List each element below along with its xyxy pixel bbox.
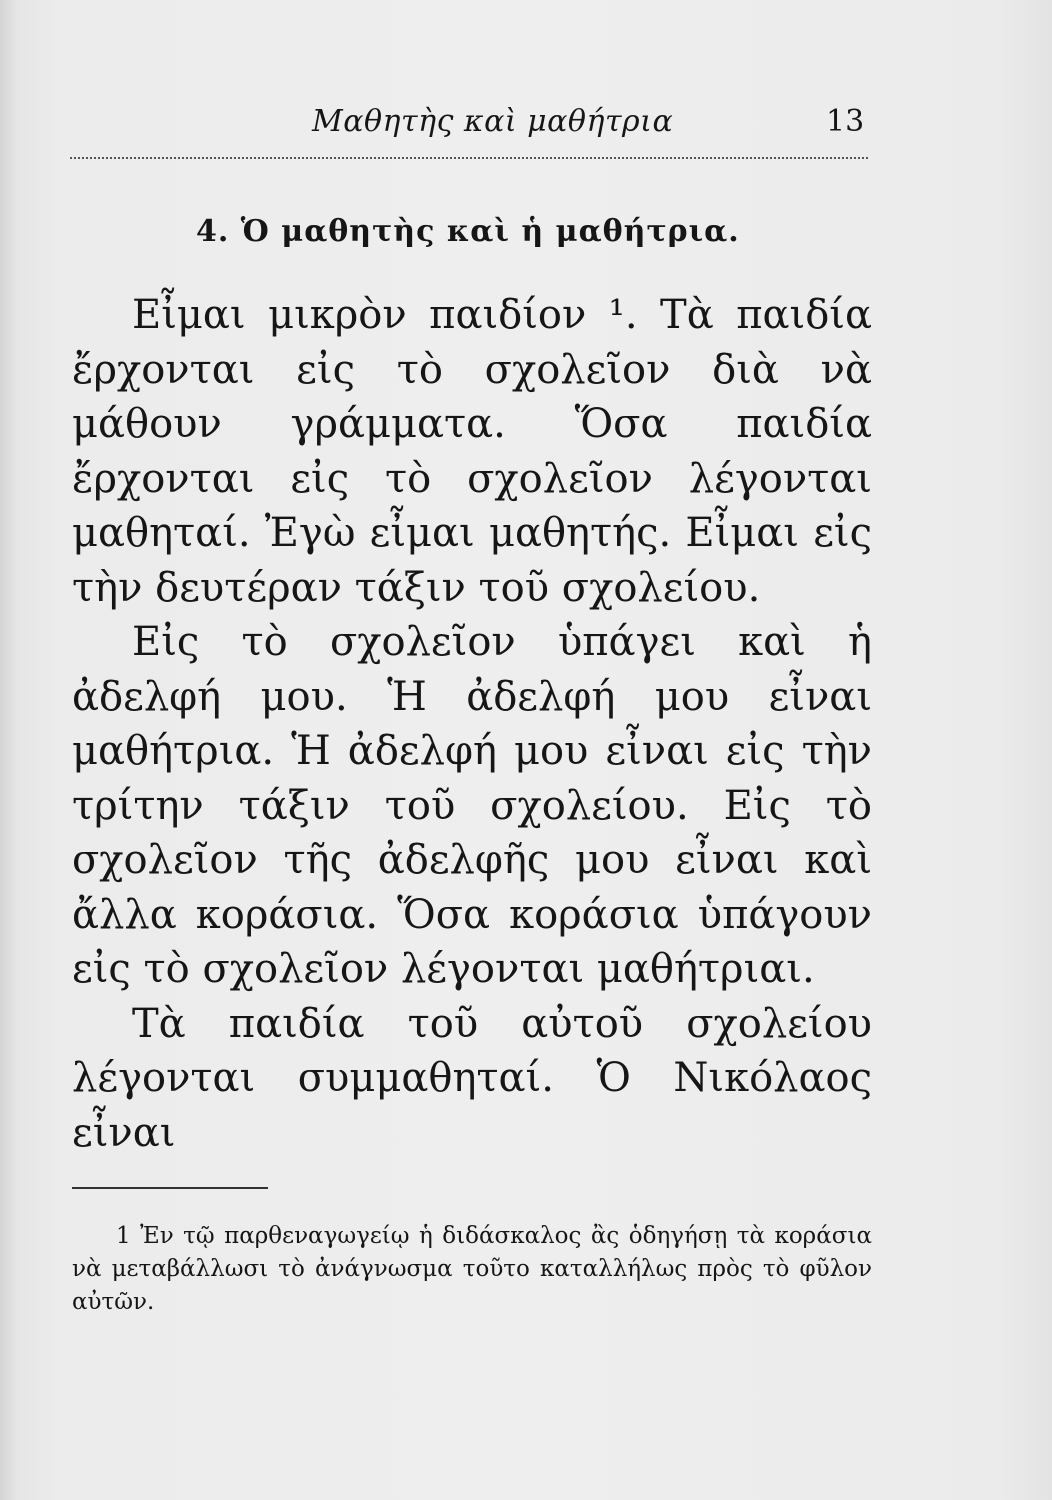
paragraph: Εἰς τὸ σχολεῖον ὑπάγει καὶ ἡ ἀδελφή μου. Ἡ ἀδελφή μου εἶναι μαθήτρια. Ἡ ἀδελφή μου εἶναι εἰς τὴν τρίτην τάξιν τοῦ σχολείου. Εἰς τὸ σχολεῖον τῆς ἀδελφῆς μου εἶναι καὶ ἄλλα κοράσια. Ὅσα κοράσια ὑπάγουν εἰς τὸ σχολεῖον λέγονται μαθήτριαι. [72,619,872,992]
footnote-rule [72,1187,268,1189]
header-rule [70,157,868,159]
footnote [72,1220,872,1319]
body-text [72,288,872,1160]
page-number: 13 [826,104,865,139]
paragraph: Τὰ παιδία τοῦ αὐτοῦ σχολείου λέγονται συμμαθηταί. Ὁ Νικόλαος εἶναι [72,1000,872,1156]
footnote-text: 1 Ἐν τῷ παρθεναγωγείῳ ἡ διδάσκαλος ἂς ὁδηγήσῃ τὰ κοράσια νὰ μεταβάλλωσι τὸ ἀνάγνωσμα τοῦτο καταλλήλως πρὸς τὸ φῦλον αὐτῶν. [72,1223,872,1315]
paragraph: Εἶμαι μικρὸν παιδίον ¹. Τὰ παιδία ἔρχονται εἰς τὸ σχολεῖον διὰ νὰ μάθουν γράμματα. Ὅσα παιδία ἔρχονται εἰς τὸ σχολεῖον λέγονται μαθηταί. Ἐγὼ εἶμαι μαθητής. Εἶμαι εἰς τὴν δευτέραν τάξιν τοῦ σχολείου. [72,292,872,611]
running-title: Μαθητὴς καὶ μαθήτρια [312,104,674,139]
page-header [0,98,1052,148]
section-title: 4. Ὁ μαθητὴς καὶ ἡ μαθήτρια. [196,214,740,249]
